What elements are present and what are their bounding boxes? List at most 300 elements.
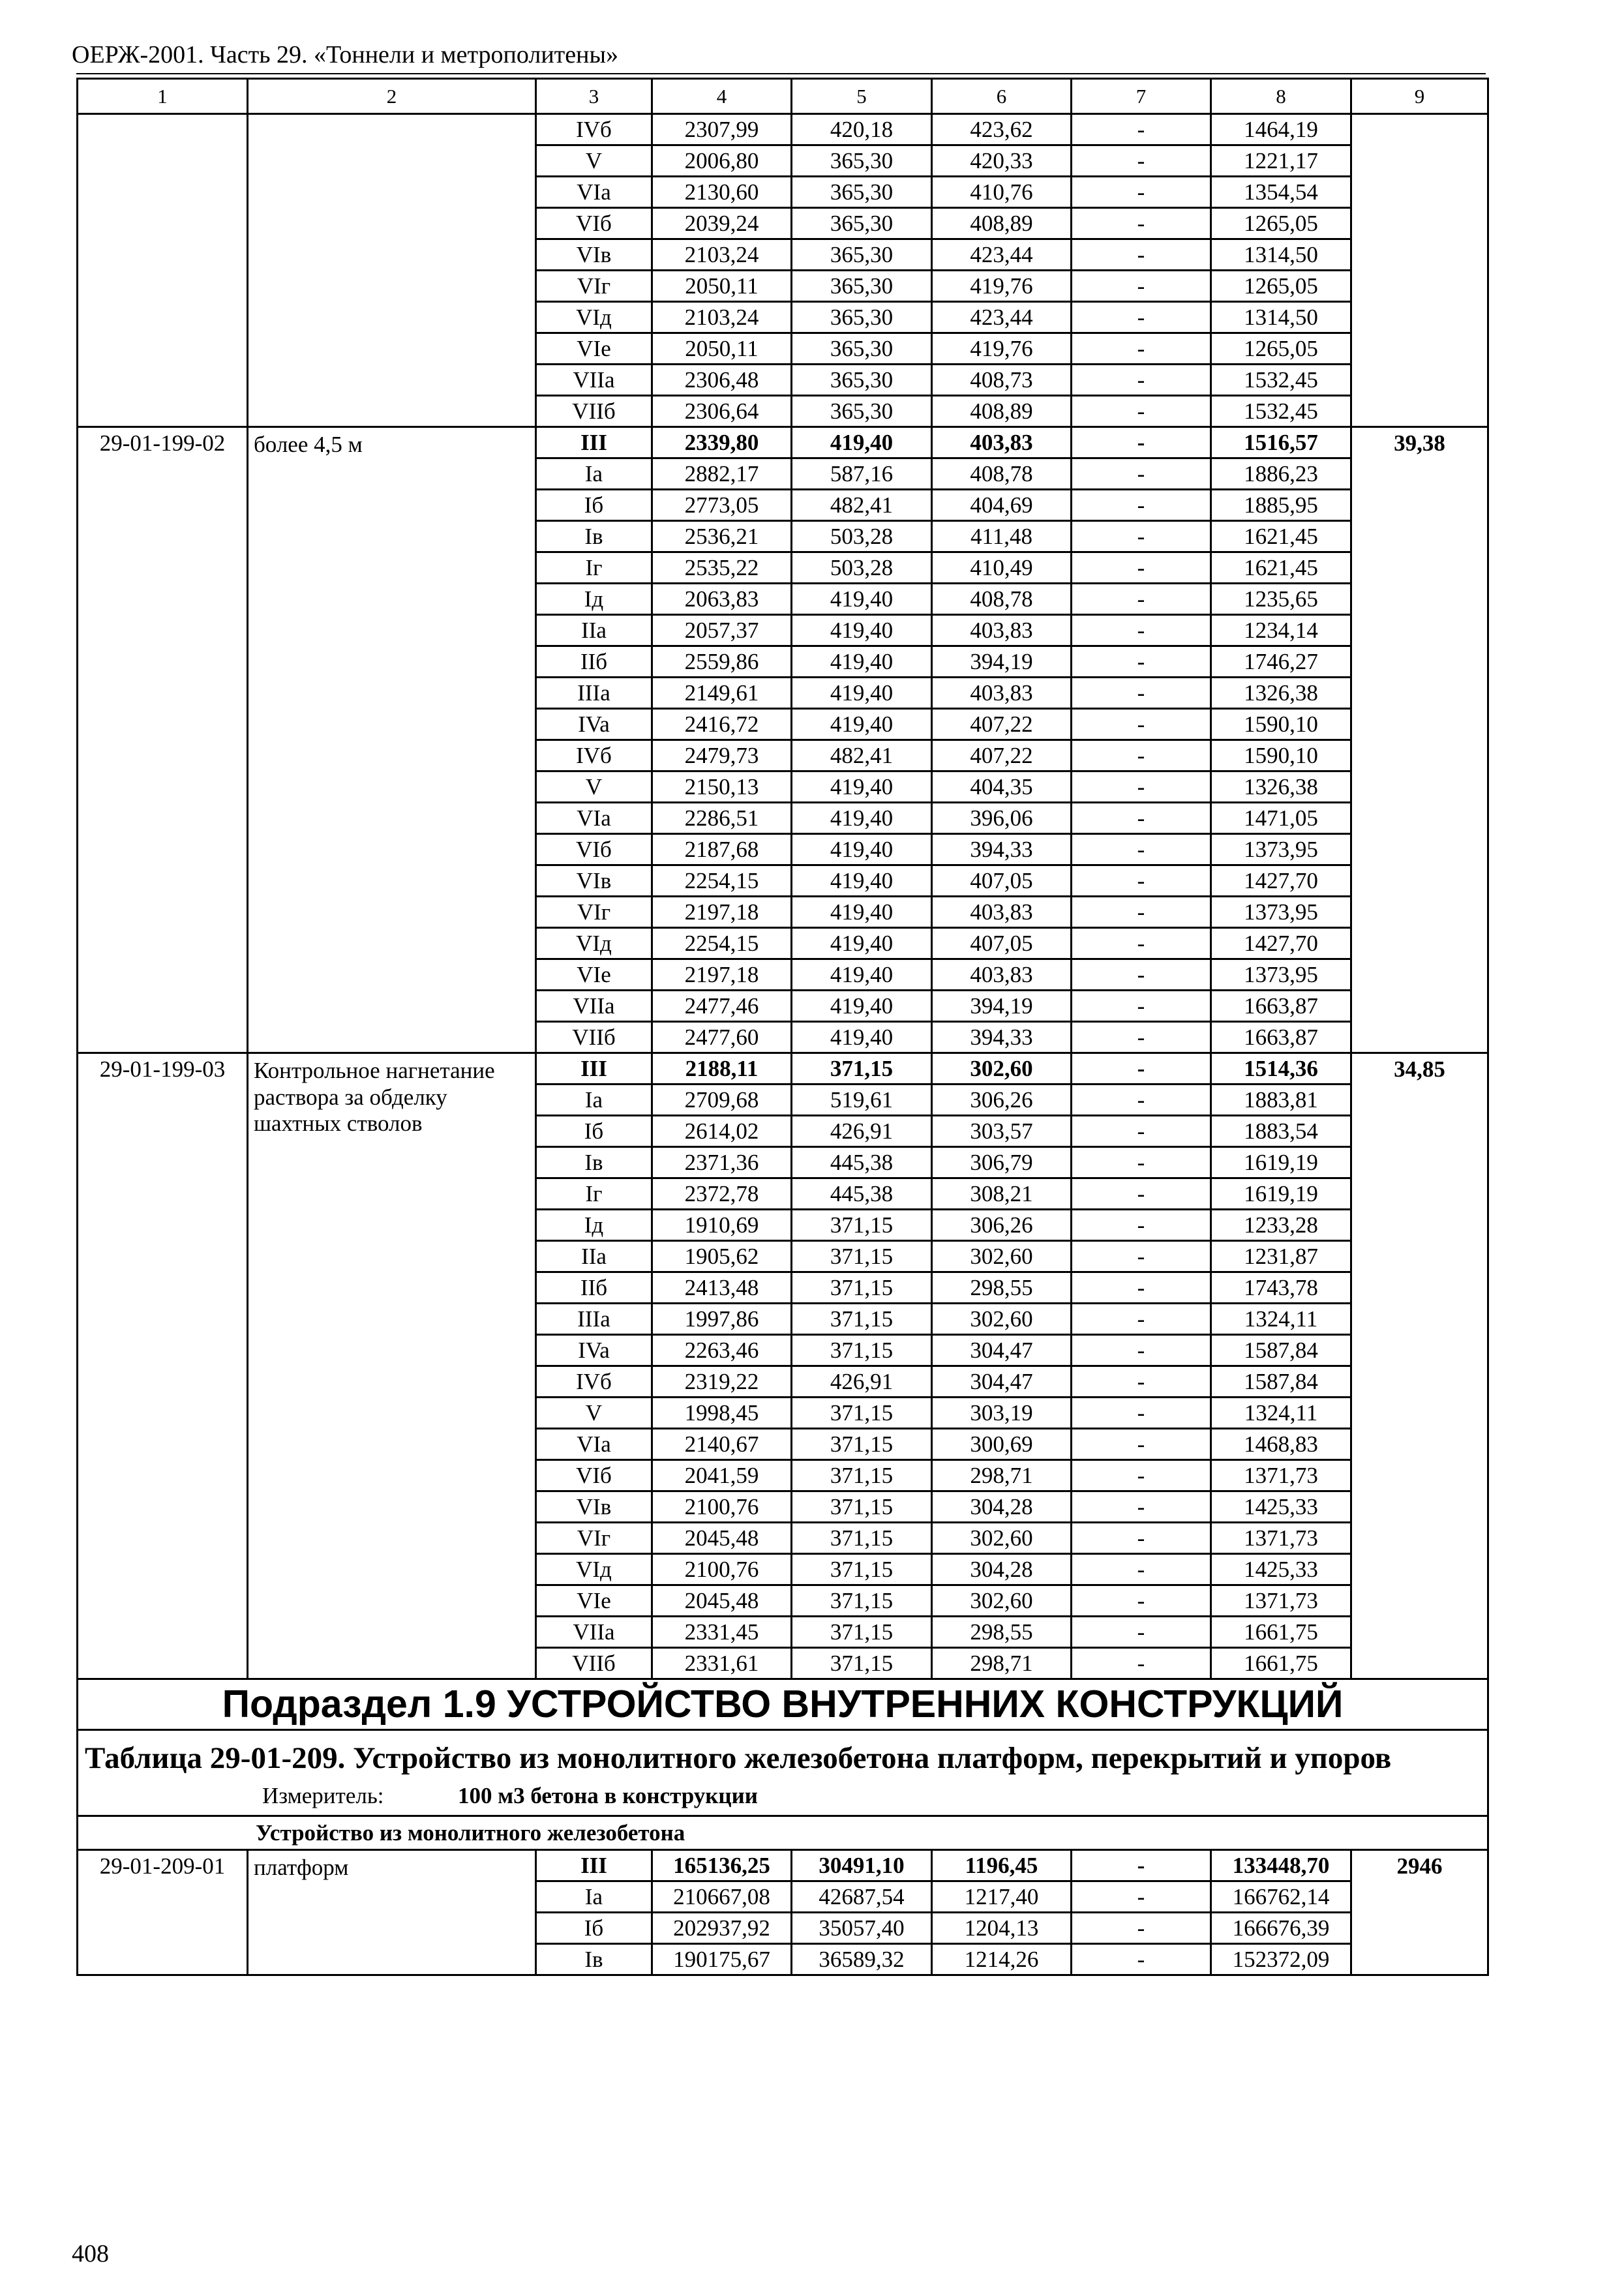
- measure-line: [85, 1782, 1481, 1811]
- table-cell: 1885,95: [1211, 490, 1351, 521]
- table-cell: 166762,14: [1211, 1881, 1351, 1912]
- table-cell: VIe: [536, 1585, 652, 1617]
- table-cell: 1324,11: [1211, 1398, 1351, 1429]
- table-cell: 2006,80: [652, 145, 792, 177]
- table-cell: 445,38: [792, 1178, 932, 1210]
- table-cell: VIв: [536, 865, 652, 897]
- table-cell: -: [1072, 333, 1211, 365]
- table-cell: 365,30: [792, 239, 932, 271]
- table-cell: -: [1072, 1617, 1211, 1648]
- table-cell: 1354,54: [1211, 177, 1351, 208]
- table-cell: -: [1072, 208, 1211, 239]
- table-cell: 419,76: [932, 271, 1072, 302]
- table-cell: 407,22: [932, 740, 1072, 771]
- table-cell: VIa: [536, 1429, 652, 1460]
- table-cell: Iв: [536, 1147, 652, 1178]
- table-cell: 503,28: [792, 521, 932, 552]
- table-cell: 2263,46: [652, 1335, 792, 1366]
- table-cell: -: [1072, 1053, 1211, 1085]
- table-cell: 1532,45: [1211, 365, 1351, 396]
- table-cell: 423,44: [932, 239, 1072, 271]
- table-cell: 587,16: [792, 458, 932, 490]
- table-cell: -: [1072, 1460, 1211, 1491]
- column-number: 4: [652, 79, 792, 114]
- table-cell: -: [1072, 865, 1211, 897]
- table-cell: 1516,57: [1211, 427, 1351, 458]
- table-cell: 2063,83: [652, 584, 792, 615]
- table-cell: 306,26: [932, 1210, 1072, 1241]
- table-cell: 2187,68: [652, 834, 792, 865]
- table-cell: 2057,37: [652, 615, 792, 646]
- table-cell: -: [1072, 771, 1211, 803]
- table-cell: 2479,73: [652, 740, 792, 771]
- table-cell: -: [1072, 1429, 1211, 1460]
- table-cell: 419,40: [792, 584, 932, 615]
- table-cell: Iб: [536, 1116, 652, 1147]
- table-cell: -: [1072, 396, 1211, 427]
- table-cell: 408,89: [932, 396, 1072, 427]
- table-cell: 1221,17: [1211, 145, 1351, 177]
- table-cell: 1425,33: [1211, 1491, 1351, 1523]
- table-cell: 1532,45: [1211, 396, 1351, 427]
- table-cell: 394,19: [932, 646, 1072, 678]
- table-cell: 2306,64: [652, 396, 792, 427]
- table-cell: 2477,46: [652, 991, 792, 1022]
- table-cell: 2149,61: [652, 678, 792, 709]
- table-cell: VIIб: [536, 1022, 652, 1053]
- table-cell: 503,28: [792, 552, 932, 584]
- table-cell: -: [1072, 740, 1211, 771]
- table-cell: VIa: [536, 803, 652, 834]
- table-cell: 371,15: [792, 1398, 932, 1429]
- table-cell: 419,40: [792, 834, 932, 865]
- table-cell: 2477,60: [652, 1022, 792, 1053]
- table-cell: Ia: [536, 1085, 652, 1116]
- table-cell: 423,62: [932, 114, 1072, 145]
- table-cell: 371,15: [792, 1523, 932, 1554]
- table-cell: 365,30: [792, 333, 932, 365]
- column-number: 2: [248, 79, 536, 114]
- table-cell: 419,40: [792, 991, 932, 1022]
- table-cell: -: [1072, 239, 1211, 271]
- table-cell: -: [1072, 458, 1211, 490]
- table-cell: -: [1072, 1648, 1211, 1679]
- table-cell: 1314,50: [1211, 302, 1351, 333]
- table-cell: 404,35: [932, 771, 1072, 803]
- table-cell: VIв: [536, 1491, 652, 1523]
- table-cell: 1619,19: [1211, 1178, 1351, 1210]
- measure-value: 100 м3 бетона в конструкции: [458, 1783, 758, 1809]
- table-cell: 1886,23: [1211, 458, 1351, 490]
- work-name: [248, 114, 536, 427]
- work-name: более 4,5 м: [248, 427, 536, 1053]
- table-cell: 1265,05: [1211, 271, 1351, 302]
- table-cell: 371,15: [792, 1429, 932, 1460]
- table-cell: 1468,83: [1211, 1429, 1351, 1460]
- table-cell: IIIa: [536, 678, 652, 709]
- table-cell: -: [1072, 991, 1211, 1022]
- table-cell: -: [1072, 1022, 1211, 1053]
- table-cell: 1371,73: [1211, 1585, 1351, 1617]
- table-cell: 2130,60: [652, 177, 792, 208]
- table-cell: 1661,75: [1211, 1617, 1351, 1648]
- table-cell: 2100,76: [652, 1554, 792, 1585]
- table-cell: Iд: [536, 1210, 652, 1241]
- table-cell: 403,83: [932, 897, 1072, 928]
- table-cell: 365,30: [792, 271, 932, 302]
- table-cell: VIб: [536, 208, 652, 239]
- table-cell: 302,60: [932, 1304, 1072, 1335]
- table-cell: 165136,25: [652, 1849, 792, 1881]
- table-cell: 419,76: [932, 333, 1072, 365]
- table-cell: -: [1072, 1085, 1211, 1116]
- table-cell: -: [1072, 709, 1211, 740]
- table-cell: 371,15: [792, 1304, 932, 1335]
- table-cell: 210667,08: [652, 1881, 792, 1912]
- table-cell: 1471,05: [1211, 803, 1351, 834]
- rate-code: 29-01-199-02: [78, 427, 248, 1053]
- table-cell: 445,38: [792, 1147, 932, 1178]
- column-number: 9: [1351, 79, 1488, 114]
- table-cell: -: [1072, 1849, 1211, 1881]
- table-cell: IIб: [536, 1272, 652, 1304]
- table-cell: -: [1072, 271, 1211, 302]
- group-label: Устройство из монолитного железобетона: [78, 1816, 1488, 1849]
- table-cell: VIд: [536, 928, 652, 959]
- table-cell: VIIб: [536, 396, 652, 427]
- table-cell: 403,83: [932, 959, 1072, 991]
- table-cell: V: [536, 145, 652, 177]
- table-cell: 1663,87: [1211, 1022, 1351, 1053]
- table-cell: 1587,84: [1211, 1366, 1351, 1398]
- table-cell: 1204,13: [932, 1912, 1072, 1943]
- table-cell: Iб: [536, 1912, 652, 1943]
- column-number: 3: [536, 79, 652, 114]
- labor-cost: [1351, 114, 1488, 427]
- table-cell: 298,71: [932, 1460, 1072, 1491]
- table-cell: VIe: [536, 333, 652, 365]
- table-cell: 202937,92: [652, 1912, 792, 1943]
- table-cell: 2413,48: [652, 1272, 792, 1304]
- table-cell: 1235,65: [1211, 584, 1351, 615]
- subsection-title: Подраздел 1.9 УСТРОЙСТВО ВНУТРЕННИХ КОНСТРУКЦИЙ: [78, 1679, 1488, 1730]
- table-cell: -: [1072, 1210, 1211, 1241]
- table-cell: 419,40: [792, 865, 932, 897]
- table-cell: 1326,38: [1211, 678, 1351, 709]
- table-cell: 1619,19: [1211, 1147, 1351, 1178]
- table-cell: 365,30: [792, 208, 932, 239]
- table-cell: 410,49: [932, 552, 1072, 584]
- table-cell: 365,30: [792, 396, 932, 427]
- table-cell: -: [1072, 1585, 1211, 1617]
- table-cell: 408,89: [932, 208, 1072, 239]
- table-cell: -: [1072, 1178, 1211, 1210]
- table-cell: VIIa: [536, 1617, 652, 1648]
- page-header: ОЕРЖ-2001. Часть 29. «Тоннели и метрополитены»: [72, 41, 619, 68]
- table-cell: VIб: [536, 834, 652, 865]
- table-cell: VIг: [536, 1523, 652, 1554]
- table-cell: 407,22: [932, 709, 1072, 740]
- table-cell: VIд: [536, 1554, 652, 1585]
- table-cell: VIд: [536, 302, 652, 333]
- table-cell: 2188,11: [652, 1053, 792, 1085]
- table-cell: 1621,45: [1211, 552, 1351, 584]
- measure-label: Измеритель:: [262, 1783, 384, 1809]
- table-cell: Iв: [536, 1943, 652, 1975]
- table-cell: 371,15: [792, 1335, 932, 1366]
- table-cell: 303,19: [932, 1398, 1072, 1429]
- table-cell: -: [1072, 803, 1211, 834]
- table-cell: 190175,67: [652, 1943, 792, 1975]
- table-cell: IIIa: [536, 1304, 652, 1335]
- table-cell: IVa: [536, 1335, 652, 1366]
- table-cell: 1746,27: [1211, 646, 1351, 678]
- table-cell: 1217,40: [932, 1881, 1072, 1912]
- rate-code: 29-01-199-03: [78, 1053, 248, 1679]
- column-number: 1: [78, 79, 248, 114]
- table-cell: -: [1072, 1304, 1211, 1335]
- table-cell: 2140,67: [652, 1429, 792, 1460]
- table-cell: 1373,95: [1211, 897, 1351, 928]
- table-cell: 410,76: [932, 177, 1072, 208]
- table-cell: 2339,80: [652, 427, 792, 458]
- table-cell: 1590,10: [1211, 709, 1351, 740]
- labor-cost: 34,85: [1351, 1053, 1488, 1679]
- table-cell: 306,26: [932, 1085, 1072, 1116]
- table-cell: 403,83: [932, 427, 1072, 458]
- table-cell: 2559,86: [652, 646, 792, 678]
- table-cell: 2100,76: [652, 1491, 792, 1523]
- table-cell: VIIa: [536, 991, 652, 1022]
- table-cell: 1905,62: [652, 1241, 792, 1272]
- table-cell: 2307,99: [652, 114, 792, 145]
- table-cell: 482,41: [792, 490, 932, 521]
- table-cell: 1661,75: [1211, 1648, 1351, 1679]
- table-cell: 419,40: [792, 928, 932, 959]
- table-cell: 420,18: [792, 114, 932, 145]
- table-cell: -: [1072, 1912, 1211, 1943]
- table-cell: -: [1072, 552, 1211, 584]
- table-cell: 371,15: [792, 1648, 932, 1679]
- table-cell: 419,40: [792, 709, 932, 740]
- table-cell: 419,40: [792, 897, 932, 928]
- table-cell: 2416,72: [652, 709, 792, 740]
- table-cell: 2535,22: [652, 552, 792, 584]
- table-cell: 2286,51: [652, 803, 792, 834]
- labor-cost: 39,38: [1351, 427, 1488, 1053]
- table-cell: 2319,22: [652, 1366, 792, 1398]
- table-cell: 419,40: [792, 1022, 932, 1053]
- table-cell: -: [1072, 678, 1211, 709]
- labor-cost: 2946: [1351, 1849, 1488, 1975]
- table-cell: 30491,10: [792, 1849, 932, 1881]
- table-row: [78, 427, 1488, 458]
- table-cell: 2372,78: [652, 1178, 792, 1210]
- table-cell: 2041,59: [652, 1460, 792, 1491]
- table-cell: 2039,24: [652, 208, 792, 239]
- table-cell: 2150,13: [652, 771, 792, 803]
- table-cell: 36589,32: [792, 1943, 932, 1975]
- table-cell: III: [536, 1849, 652, 1881]
- table-cell: IIa: [536, 615, 652, 646]
- table-cell: 2773,05: [652, 490, 792, 521]
- table-cell: 411,48: [932, 521, 1072, 552]
- table-cell: 1373,95: [1211, 834, 1351, 865]
- table-cell: -: [1072, 177, 1211, 208]
- table-cell: 371,15: [792, 1210, 932, 1241]
- table-cell: III: [536, 427, 652, 458]
- column-number: 8: [1211, 79, 1351, 114]
- table-cell: 2103,24: [652, 302, 792, 333]
- table-cell: IIa: [536, 1241, 652, 1272]
- table-cell: VIв: [536, 239, 652, 271]
- table-cell: 1373,95: [1211, 959, 1351, 991]
- table-cell: VIa: [536, 177, 652, 208]
- column-number-row: [78, 79, 1488, 114]
- table-cell: 1883,81: [1211, 1085, 1351, 1116]
- column-number: 6: [932, 79, 1072, 114]
- table-cell: 371,15: [792, 1491, 932, 1523]
- table-cell: 365,30: [792, 145, 932, 177]
- table-cell: 2882,17: [652, 458, 792, 490]
- table-cell: 304,47: [932, 1335, 1072, 1366]
- table-cell: 302,60: [932, 1585, 1072, 1617]
- table-cell: 2050,11: [652, 271, 792, 302]
- table-cell: 152372,09: [1211, 1943, 1351, 1975]
- table-cell: 419,40: [792, 771, 932, 803]
- table-cell: 2045,48: [652, 1523, 792, 1554]
- table-cell: IVб: [536, 114, 652, 145]
- table-cell: -: [1072, 1241, 1211, 1272]
- table-cell: -: [1072, 521, 1211, 552]
- table-cell: 2331,61: [652, 1648, 792, 1679]
- table-cell: 302,60: [932, 1241, 1072, 1272]
- table-cell: 304,47: [932, 1366, 1072, 1398]
- table-cell: 394,33: [932, 1022, 1072, 1053]
- table-cell: V: [536, 1398, 652, 1429]
- table-cell: IVa: [536, 709, 652, 740]
- table-cell: IVб: [536, 1366, 652, 1398]
- table-cell: 2536,21: [652, 521, 792, 552]
- table-cell: 403,83: [932, 615, 1072, 646]
- table-cell: Iд: [536, 584, 652, 615]
- table-cell: -: [1072, 959, 1211, 991]
- table-title-cell: [78, 1730, 1488, 1816]
- table-cell: 1214,26: [932, 1943, 1072, 1975]
- table-cell: 2254,15: [652, 928, 792, 959]
- table-cell: 308,21: [932, 1178, 1072, 1210]
- table-cell: 1425,33: [1211, 1554, 1351, 1585]
- table-cell: 408,78: [932, 584, 1072, 615]
- table-cell: 365,30: [792, 177, 932, 208]
- table-cell: 419,40: [792, 615, 932, 646]
- table-cell: IVб: [536, 740, 652, 771]
- table-cell: 408,78: [932, 458, 1072, 490]
- table-cell: Ia: [536, 458, 652, 490]
- subsection-row: [78, 1679, 1488, 1730]
- table-cell: 482,41: [792, 740, 932, 771]
- table-cell: 407,05: [932, 928, 1072, 959]
- table-cell: 420,33: [932, 145, 1072, 177]
- table-cell: 300,69: [932, 1429, 1072, 1460]
- table-cell: 419,40: [792, 959, 932, 991]
- table-cell: 35057,40: [792, 1912, 932, 1943]
- table-cell: 2614,02: [652, 1116, 792, 1147]
- table-cell: 1231,87: [1211, 1241, 1351, 1272]
- table-title-row: [78, 1730, 1488, 1816]
- table-cell: -: [1072, 1366, 1211, 1398]
- work-name: платформ: [248, 1849, 536, 1975]
- table-cell: -: [1072, 302, 1211, 333]
- table-cell: Iв: [536, 521, 652, 552]
- group-label-row: [78, 1816, 1488, 1849]
- table-cell: -: [1072, 1943, 1211, 1975]
- table-cell: 1324,11: [1211, 1304, 1351, 1335]
- table-cell: VIIa: [536, 365, 652, 396]
- table-cell: Ia: [536, 1881, 652, 1912]
- table-cell: 407,05: [932, 865, 1072, 897]
- table-cell: 371,15: [792, 1272, 932, 1304]
- table-cell: -: [1072, 834, 1211, 865]
- table-cell: 2709,68: [652, 1085, 792, 1116]
- table-cell: -: [1072, 1147, 1211, 1178]
- table-cell: 2306,48: [652, 365, 792, 396]
- table-title: Таблица 29-01-209. Устройство из монолитного железобетона платформ, перекрытий и упоров: [85, 1741, 1392, 1775]
- table-cell: 302,60: [932, 1053, 1072, 1085]
- table-cell: -: [1072, 427, 1211, 458]
- header-rule: [76, 73, 1486, 74]
- table-cell: 2197,18: [652, 959, 792, 991]
- table-cell: -: [1072, 615, 1211, 646]
- table-cell: 1233,28: [1211, 1210, 1351, 1241]
- table-cell: -: [1072, 1554, 1211, 1585]
- table-cell: VIIб: [536, 1648, 652, 1679]
- table-cell: 419,40: [792, 427, 932, 458]
- table-cell: 2331,45: [652, 1617, 792, 1648]
- table-cell: 394,33: [932, 834, 1072, 865]
- column-number: 7: [1072, 79, 1211, 114]
- table-cell: -: [1072, 928, 1211, 959]
- rate-code: [78, 114, 248, 427]
- table-cell: 371,15: [792, 1617, 932, 1648]
- table-cell: -: [1072, 114, 1211, 145]
- table-cell: 1326,38: [1211, 771, 1351, 803]
- table-cell: 394,19: [932, 991, 1072, 1022]
- table-cell: 1590,10: [1211, 740, 1351, 771]
- table-cell: -: [1072, 1491, 1211, 1523]
- table-cell: 371,15: [792, 1053, 932, 1085]
- table-cell: 298,71: [932, 1648, 1072, 1679]
- table-cell: 1910,69: [652, 1210, 792, 1241]
- table-cell: -: [1072, 1881, 1211, 1912]
- rate-code: 29-01-209-01: [78, 1849, 248, 1975]
- table-cell: 1587,84: [1211, 1335, 1351, 1366]
- table-cell: 419,40: [792, 678, 932, 709]
- table-cell: -: [1072, 1116, 1211, 1147]
- table-cell: 303,57: [932, 1116, 1072, 1147]
- column-number: 5: [792, 79, 932, 114]
- table-cell: 2254,15: [652, 865, 792, 897]
- table-cell: 1427,70: [1211, 928, 1351, 959]
- work-name: Контрольное нагнетание раствора за обделку шахтных стволов: [248, 1053, 536, 1679]
- table-cell: 423,44: [932, 302, 1072, 333]
- table-cell: -: [1072, 1335, 1211, 1366]
- table-cell: 166676,39: [1211, 1912, 1351, 1943]
- table-cell: 365,30: [792, 302, 932, 333]
- table-cell: 304,28: [932, 1491, 1072, 1523]
- table-cell: Iг: [536, 1178, 652, 1210]
- table-cell: 419,40: [792, 803, 932, 834]
